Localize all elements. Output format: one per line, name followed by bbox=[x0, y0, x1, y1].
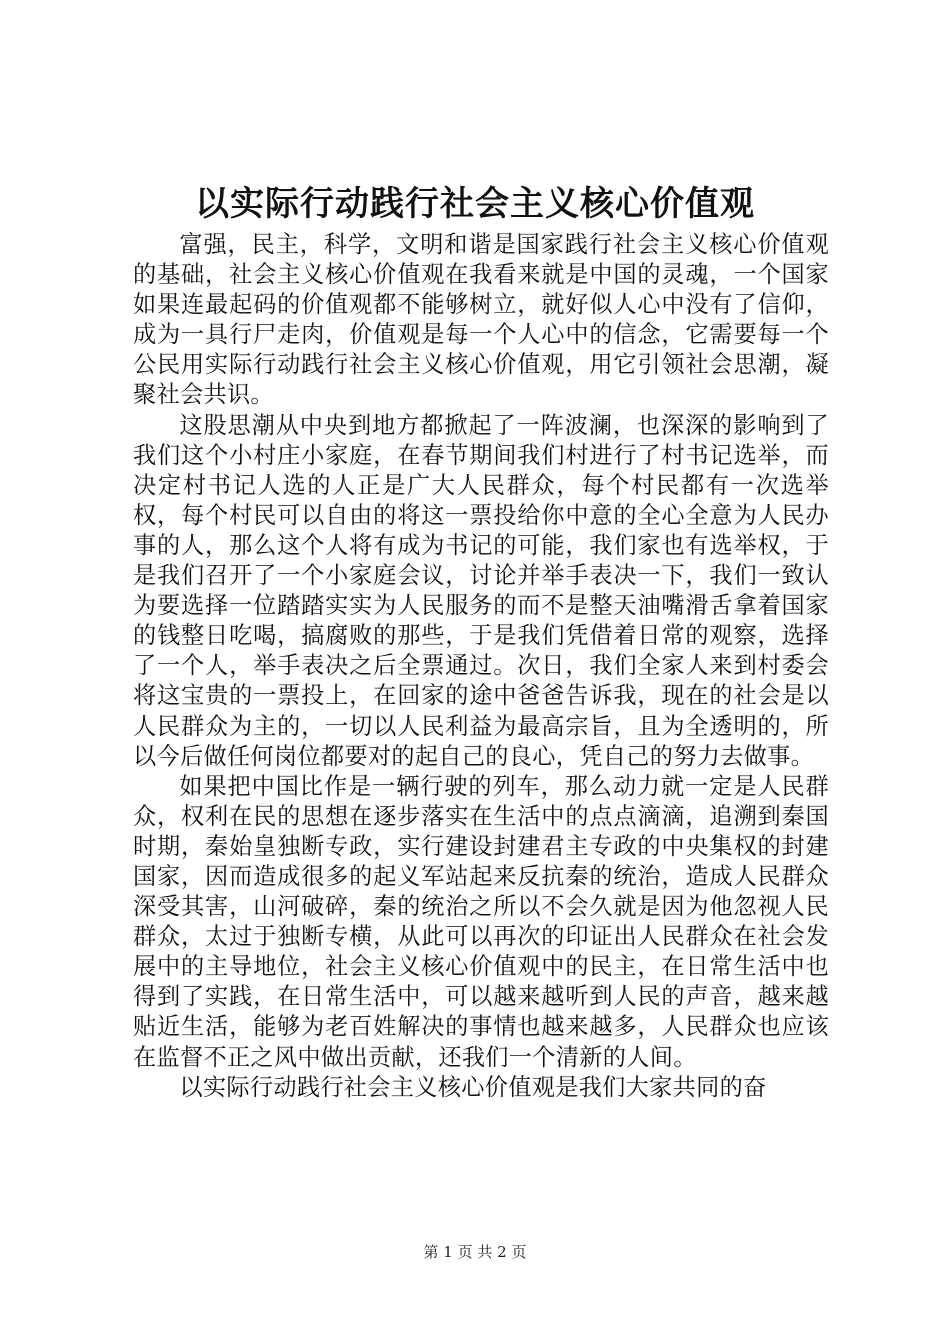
paragraph: 富强，民主，科学，文明和谐是国家践行社会主义核心价值观的基础，社会主义核心价值观在我看来就是中国的灵魂，一个国家如果连最起码的价值观都不能够树立，就好似人心中没有了信仰，成为一具行尸走肉，价值观是每一个人心中的信念，它需要每一个公民用实际行动践行社会主义核心价值观，用它引领社会思潮，凝聚社会共识。 bbox=[133, 231, 829, 409]
page-title: 以实际行动践行社会主义核心价值观 bbox=[195, 184, 755, 224]
paragraph: 这股思潮从中央到地方都掀起了一阵波澜，也深深的影响到了我们这个小村庄小家庭，在春节期间我们村进行了村书记选举，而决定村书记人选的人正是广大人民群众，每个村民都有一次选举权，每个村民可以自由的将这一票投给你中意的全心全意为人民办事的人，那么这个人将有成为书记的可能，我们家也有选举权，于是我们召开了一个小家庭会议，讨论并举手表决一下，我们一致认为要选择一位踏踏实实为人民服务的而不是整天油嘴滑舌拿着国家的钱整日吃喝，搞腐败的那些，于是我们凭借着日常的观察，选择了一个人，举手表决之后全票通过。次日，我们全家人来到村委会将这宝贵的一票投上，在回家的途中爸爸告诉我，现在的社会是以人民群众为主的，一切以人民利益为最高宗旨，且为全透明的，所以今后做任何岗位都要对的起自己的良心，凭自己的努力去做事。 bbox=[133, 411, 829, 770]
paragraph: 如果把中国比作是一辆行驶的列车，那么动力就一定是人民群众，权利在民的思想在逐步落实在生活中的点点滴滴，追溯到秦国时期，秦始皇独断专政，实行建设封建君主专政的中央集权的封建国家，因而造成很多的起义军站起来反抗秦的统治，造成人民群众深受其害，山河破碎，秦的统治之所以不会久就是因为他忽视人民群众，太过于独断专横，从此可以再次的印证出人民群众在社会发展中的主导地位，社会主义核心价值观中的民主，在日常生活中也得到了实践，在日常生活中，可以越来越听到人民的声音，越来越贴近生活，能够为老百姓解决的事情也越来越多，人民群众也应该在监督不正之风中做出贡献，还我们一个清新的人间。 bbox=[133, 772, 829, 1071]
document-body bbox=[133, 230, 829, 1103]
page-number-footer: 第 1 页 共 2 页 bbox=[423, 1243, 527, 1261]
paragraph: 以实际行动践行社会主义核心价值观是我们大家共同的奋 bbox=[179, 1073, 767, 1101]
